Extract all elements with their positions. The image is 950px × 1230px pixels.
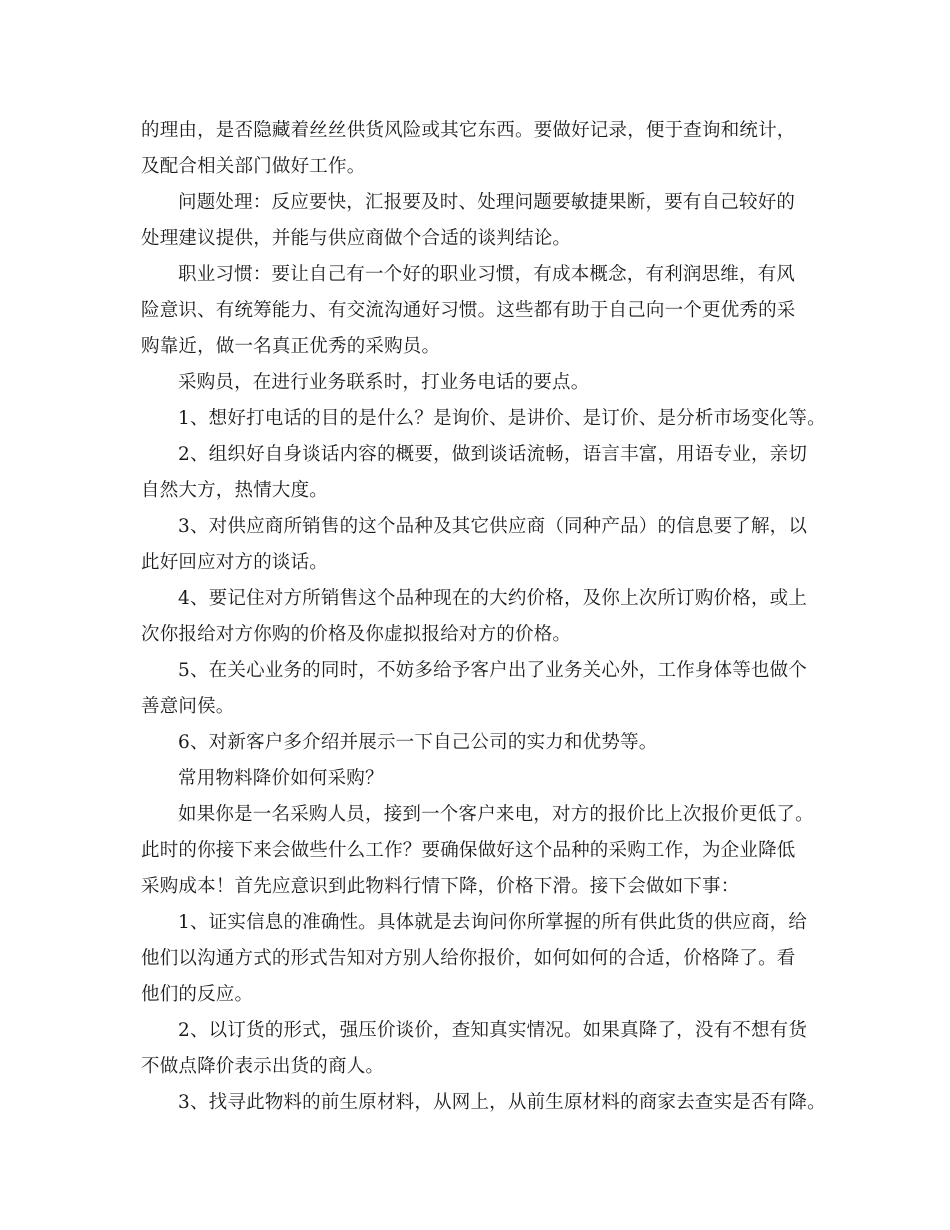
paragraph-line: 如果你是一名采购人员，接到一个客户来电，对方的报价比上次报价更低了。 bbox=[178, 804, 814, 825]
paragraph-line: 职业习惯：要让自己有一个好的职业习惯，有成本概念，有利润思维，有风 bbox=[178, 264, 796, 285]
paragraph-line: 3、对供应商所销售的这个品种及其它供应商（同种产品）的信息要了解，以 bbox=[178, 516, 808, 537]
text-line: 及配合相关部门做好工作。 bbox=[141, 156, 366, 177]
text-line: 购靠近，做一名真正优秀的采购员。 bbox=[141, 336, 441, 357]
text-line: 他们以沟通方式的形式告知对方别人给你报价，如何如何的合适，价格降了。看 bbox=[141, 948, 796, 969]
paragraph-line: 2、组织好自身谈话内容的概要，做到谈话流畅，语言丰富，用语专业，亲切 bbox=[178, 444, 808, 465]
paragraph-line: 问题处理：反应要快，汇报要及时、处理问题要敏捷果断，要有自己较好的 bbox=[178, 192, 796, 213]
paragraph-line: 4、要记住对方所销售这个品种现在的大约价格，及你上次所订购价格，或上 bbox=[178, 588, 808, 609]
text-line: 善意问侯。 bbox=[141, 696, 235, 717]
paragraph-line: 1、证实信息的准确性。具体就是去询问你所掌握的所有供此货的供应商，给 bbox=[178, 912, 808, 933]
text-line: 的理由，是否隐藏着丝丝供货风险或其它东西。要做好记录，便于查询和统计， bbox=[141, 120, 796, 141]
text-line: 险意识、有统筹能力、有交流沟通好习惯。这些都有助于自己向一个更优秀的采 bbox=[141, 300, 796, 321]
text-line: 处理建议提供，并能与供应商做个合适的谈判结论。 bbox=[141, 228, 572, 249]
paragraph-line: 1、想好打电话的目的是什么？是询价、是讲价、是订价、是分析市场变化等。 bbox=[178, 408, 826, 429]
text-line: 自然大方，热情大度。 bbox=[141, 480, 329, 501]
paragraph-line: 6、对新客户多介绍并展示一下自己公司的实力和优势等。 bbox=[178, 732, 658, 753]
text-line: 次你报给对方你购的价格及你虚拟报给对方的价格。 bbox=[141, 624, 572, 645]
paragraph-line: 5、在关心业务的同时，不妨多给予客户出了业务关心外，工作身体等也做个 bbox=[178, 660, 808, 681]
paragraph-line: 采购员，在进行业务联系时，打业务电话的要点。 bbox=[178, 372, 590, 393]
text-line: 此时的你接下来会做些什么工作？要确保做好这个品种的采购工作，为企业降低 bbox=[141, 840, 796, 861]
text-line: 此好回应对方的谈话。 bbox=[141, 552, 329, 573]
paragraph-line: 2、以订货的形式，强压价谈价，查知真实情况。如果真降了，没有不想有货 bbox=[178, 1020, 808, 1041]
text-line: 采购成本！首先应意识到此物料行情下降，价格下滑。接下会做如下事： bbox=[141, 876, 740, 897]
section-heading: 常用物料降价如何采购？ bbox=[178, 768, 384, 789]
paragraph-line: 3、找寻此物料的前生原材料，从网上，从前生原材料的商家去查实是否有降。 bbox=[178, 1092, 826, 1113]
text-line: 他们的反应。 bbox=[141, 984, 254, 1005]
text-line: 不做点降价表示出货的商人。 bbox=[141, 1056, 385, 1077]
